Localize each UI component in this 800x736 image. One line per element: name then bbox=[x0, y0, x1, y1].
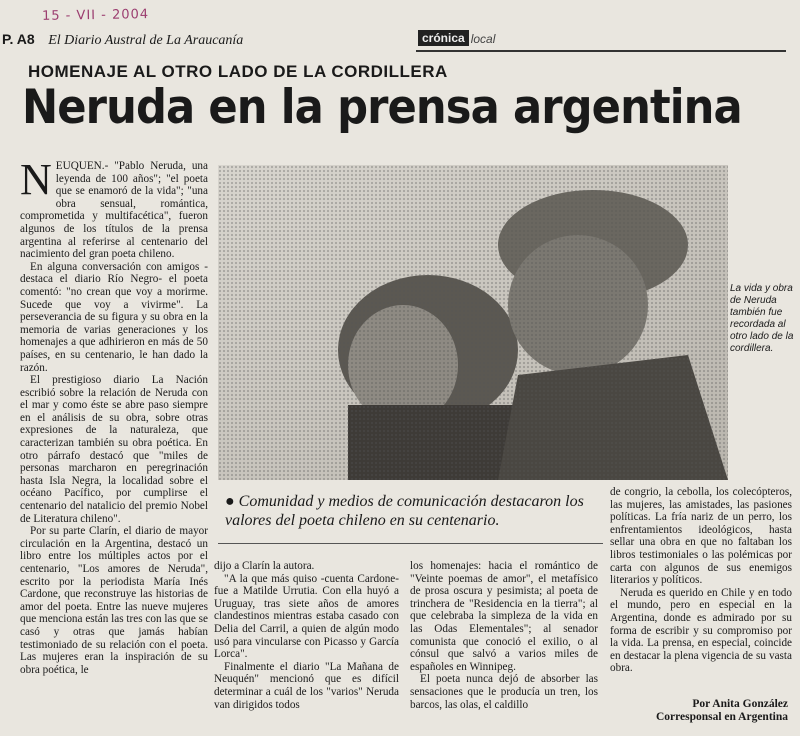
paragraph: El poeta nunca dejó de absorber las sensaciones que le producía un tren, los barcos, las olas, el caldillo bbox=[410, 673, 598, 711]
headline: Neruda en la prensa argentina bbox=[22, 80, 742, 135]
neruda-photo bbox=[218, 165, 728, 480]
page-number: P. A8 bbox=[2, 31, 35, 47]
paragraph bbox=[20, 155, 208, 261]
article-column-3 bbox=[410, 560, 598, 711]
section-tag bbox=[418, 30, 495, 46]
byline bbox=[608, 698, 788, 724]
article-column-2 bbox=[214, 560, 399, 711]
paragraph: En alguna conversación con amigos -destaca el diario Río Negro- el poeta comentó: "no crean que voy a morirme. Sucede que voy a vivirme". La perseverancia de su figura y su obra en la memoria de varias generaciones y los homenajes a que adhirieron en más de 50 países, en su centenario, le han dado la razón. bbox=[20, 260, 208, 374]
deck-rule bbox=[218, 543, 603, 544]
paragraph-text: EUQUEN.- "Pablo Neruda, una leyenda de 100 años"; "el poeta que se enamoró de la vida"; "una obra sensual, romántica, comprometida y multifacética", fueron algunos de los títulos de la prensa argentina al referirse al centenario del nacimiento del gran poeta chileno. bbox=[20, 160, 208, 261]
photo-image bbox=[218, 165, 728, 480]
section-subname: local bbox=[470, 32, 496, 46]
paragraph: El prestigioso diario La Nación escribió sobre la relación de Neruda con el mar y como éste se abre paso siempre en el análisis de su obra, sobre otras expresiones de la naturaleza, que caracterizan también su obra poética. En otro párrafo destacó que "miles de personas marcharon en peregrinación hasta Isla Negra, la localidad sobre el océano Pacífico, por cumplirse el centenario del natalicio del premio Nobel de Literatura chileno". bbox=[20, 374, 208, 525]
paragraph: de congrio, la cebolla, los colecópteros, las mujeres, las amistades, las pasiones políticas. La fría nariz de un perro, los enfrentamientos ideológicos, hasta sellar una obra en que no faltaban los libros testimoniales o las polémicas por carta con algunos de sus enemigos literarios y políticos. bbox=[610, 486, 792, 587]
header-rule bbox=[416, 50, 786, 52]
newspaper-name: El Diario Austral de La Araucanía bbox=[48, 33, 244, 48]
photo-caption: La vida y obra de Neruda también fue recordada al otro lado de la cordillera. bbox=[730, 283, 794, 354]
paragraph: dijo a Clarín la autora. bbox=[214, 560, 315, 572]
article-column-1 bbox=[20, 155, 208, 676]
paragraph: "A la que más quiso -cuenta Cardone- fue a Matilde Urrutia. Con ella huyó a Uruguay, tras siete años de amores clandestinos mientras estaba casado con Delia del Carril, a quien de algún modo usó para vincularse con Picasso y García Lorca". bbox=[214, 572, 399, 661]
deck-text: Comunidad y medios de comunicación destacaron los valores del poeta chileno en su centenario. bbox=[225, 493, 584, 529]
section-name: crónica bbox=[418, 30, 469, 46]
kicker: HOMENAJE AL OTRO LADO DE LA CORDILLERA bbox=[28, 62, 448, 81]
paragraph: los homenajes: hacia el romántico de "Veinte poemas de amor", el metafísico de prosa oscura y pesimista; al poeta de trinchera de "Residencia en la tierra"; al que celebraba la simpleza de la vida en las Odas Elementales"; al senador comunista que conoció el exilio, o al cónsul que salvó a varios miles de españoles en Winnipeg. bbox=[410, 560, 598, 673]
page-folio bbox=[2, 31, 243, 49]
drop-cap: N bbox=[20, 155, 52, 204]
paragraph: Por su parte Clarín, el diario de mayor circulación en la Argentina, destacó un libro entre los múltiples actos por el centenario, "Los amores de Neruda", escrito por la periodista María Inés Cardone, que reconstruye las historias de amor del poeta. Entre las nueve mujeres que menciona están las tres con las que se casó y otras que jamás habían testimoniado de su relación con el poeta. Las mujeres eran la inspiración de su obra poética, le bbox=[20, 525, 208, 676]
paragraph: Finalmente el diario "La Mañana de Neuquén" mencionó que es difícil determinar a cuál de los "varios" Neruda van dirigidos todos bbox=[214, 660, 399, 711]
byline-role: Corresponsal en Argentina bbox=[655, 711, 788, 723]
deck: ● Comunidad y medios de comunicación destacaron los valores del poeta chileno en su centenario. bbox=[225, 493, 584, 529]
article-column-4 bbox=[610, 486, 792, 675]
byline-author: Por Anita González bbox=[692, 698, 788, 710]
paragraph: Neruda es querido en Chile y en todo el mundo, pero en especial en la Argentina, donde es admirado por su forma de escribir y su compromiso por la vida. La prensa, en especial, coincide en destacar la plena vigencia de su vasta obra. bbox=[610, 586, 792, 675]
handwritten-date: 15 - VII - 2004 bbox=[41, 7, 150, 24]
